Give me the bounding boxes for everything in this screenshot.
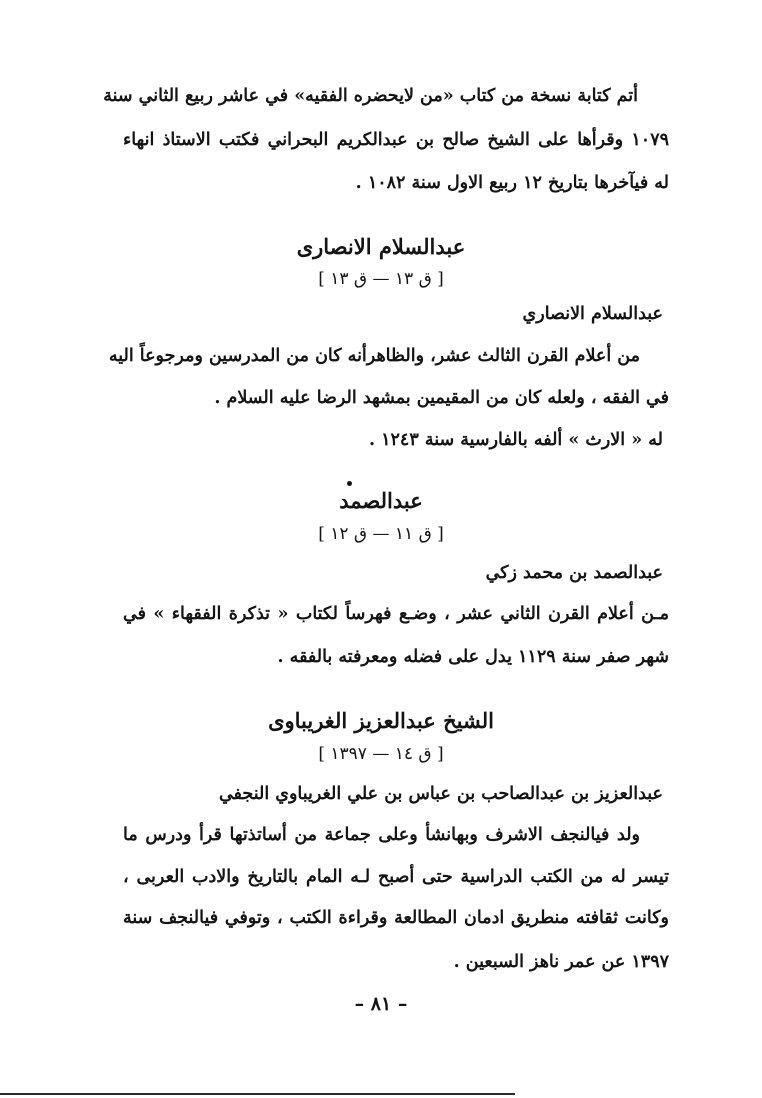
entry-title: عبدالصمد bbox=[339, 488, 423, 513]
entry-full-name: عبدالسلام الانصاري bbox=[522, 304, 663, 324]
text-line: تيسر له من الكتب الدراسية حتى أصبح لـه المام بالتاريخ والادب العربى ، bbox=[123, 867, 669, 887]
page-number: – ٨١ – bbox=[354, 993, 408, 1015]
text-line: له فيآخرها بتاريخ ١٢ ربيع الاول سنة ١٠٨٢ . bbox=[355, 173, 669, 193]
text-line: أتم كتابة نسخة من كتاب «من لايحضره الفقيه» في عاشر ربيع الثاني سنة bbox=[103, 86, 638, 106]
entry-full-name: عبدالصمد بن محمد زكي bbox=[485, 563, 663, 583]
text-line: ١٠٧٩ وقرأها على الشيخ صالح بن عبدالكريم البحراني فكتب الاستاذ انهاء bbox=[123, 130, 669, 150]
bottom-rule bbox=[0, 1093, 515, 1095]
text-line: ١٣٩٧ عن عمر ناهز السبعين . bbox=[453, 952, 669, 972]
entry-date-range: [ ق ١٣ — ق ١٣ ] bbox=[318, 269, 444, 289]
entry-date-range: [ ق ١١ — ق ١٢ ] bbox=[318, 524, 444, 544]
text-line: شهر صفر سنة ١١٢٩ يدل على فضله ومعرفته بالفقه . bbox=[277, 647, 669, 667]
entry-full-name: عبدالعزيز بن عبدالصاحب بن عباس بن علي الغريباوي النجفي bbox=[218, 784, 663, 804]
title-mark bbox=[347, 481, 352, 486]
text-line: من أعلام القرن الثالث عشر، والظاهرأنه كان من المدرسين ومرجوعاً اليه bbox=[108, 346, 640, 366]
entry-title: عبدالسلام الانصارى bbox=[296, 234, 466, 259]
text-line: وكانت ثقافته منطريق ادمان المطالعة وقراءة الكتب ، وتوفي فيالنجف سنة bbox=[123, 908, 669, 928]
text-line: في الفقه ، ولعله كان من المقيمين بمشهد الرضا عليه السلام . bbox=[214, 388, 669, 408]
text-line: ولد فيالنجف الاشرف وبهانشأ وعلى جماعة من أساتذتها قرأ ودرس ما bbox=[123, 825, 640, 845]
text-line: له « الارث » ألفه بالفارسية سنة ١٢٤٣ . bbox=[368, 430, 663, 450]
entry-title: الشيخ عبدالعزيز الغريباوى bbox=[268, 708, 494, 733]
text-line: مـن أعلام القرن الثاني عشر ، وضـع فهرساً لكتاب « تذكرة الفقهاء » في bbox=[123, 604, 669, 624]
entry-date-range: [ ق ١٤ — ١٣٩٧ ] bbox=[318, 744, 444, 764]
